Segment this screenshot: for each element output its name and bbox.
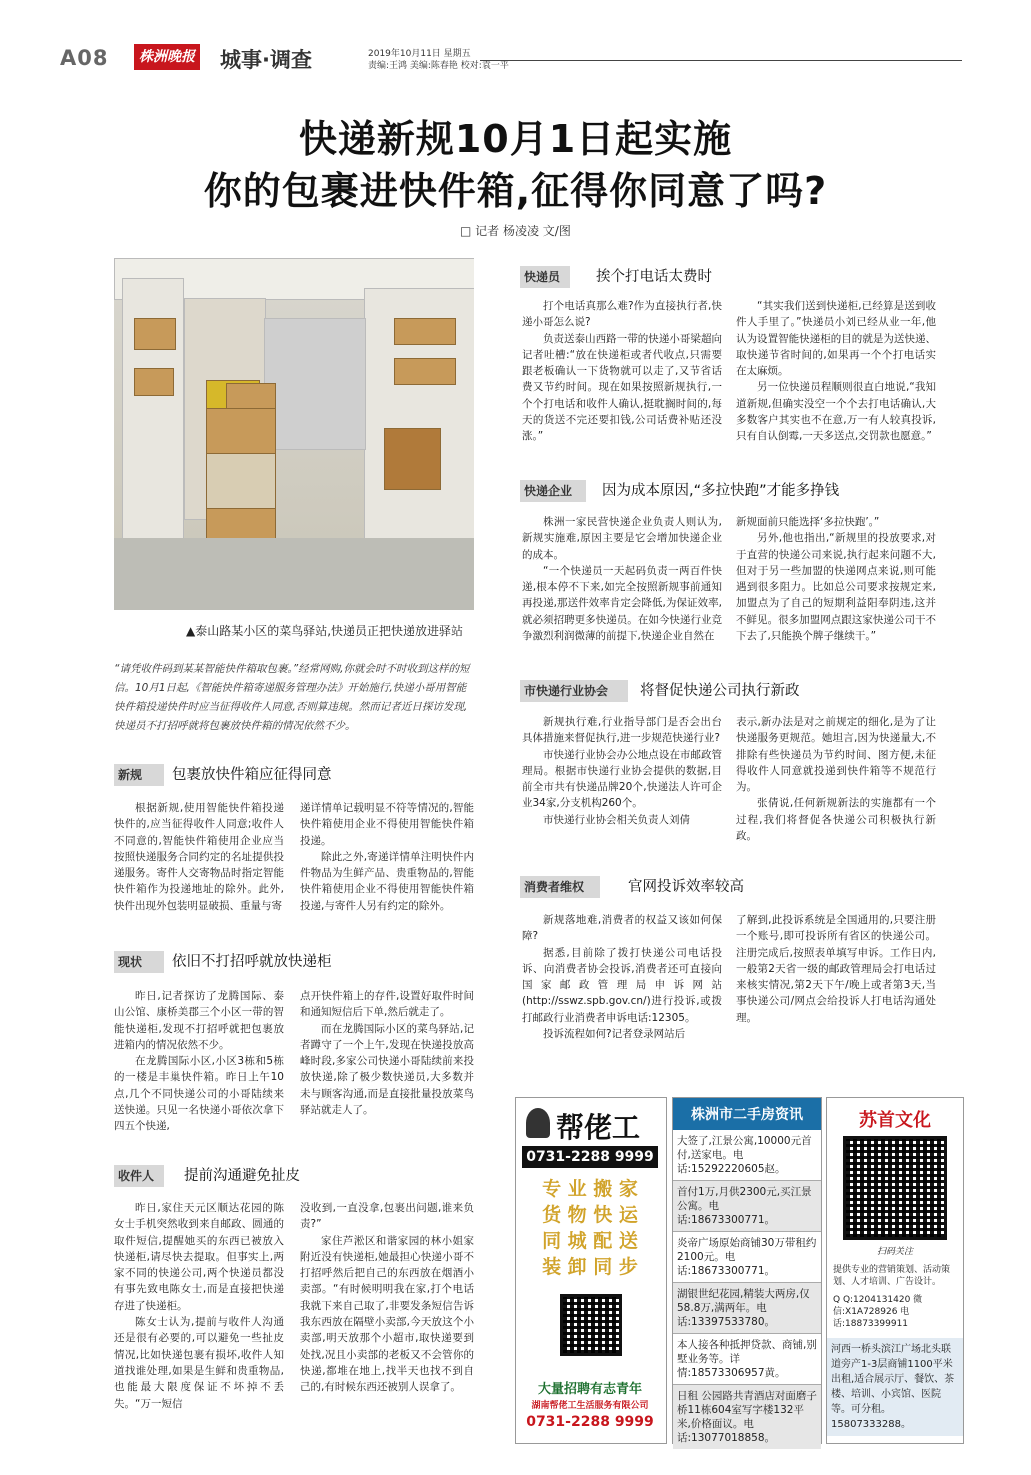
listing-item: 湖银世纪花园,精装大两房,仅58.8万,满两年。电话:13397533780。 bbox=[673, 1283, 821, 1334]
headline-line-1: 快递新规10月1日起实施 bbox=[298, 117, 733, 161]
section-column-left bbox=[114, 800, 284, 914]
ad-slogan bbox=[522, 1176, 658, 1280]
listing-item: 大签了,江景公寓,10000元首付,送家电。电话:15292220605赵。 bbox=[673, 1130, 821, 1181]
paragraph: 递详情单记载明显不符等情况的,智能快件箱使用企业不得使用智能快件箱投递。 bbox=[300, 802, 474, 847]
ad-culture-contact: Q Q:1204131420 微信:X1A728926 电话:18873399911 bbox=[833, 1295, 923, 1329]
paragraph: 株洲一家民营快递企业负责人则认为,新规实施难,原因主要是它会增加快递企业的成本。 bbox=[522, 516, 722, 561]
ad-phone: 0731-2288 9999 bbox=[522, 1146, 658, 1168]
headline-line-2: 你的包裹进快件箱,征得你同意了吗? bbox=[203, 169, 828, 213]
byline: □ 记者 杨凌凌 文/图 bbox=[460, 224, 571, 238]
section-header bbox=[520, 480, 962, 502]
section-column-left bbox=[114, 1200, 284, 1412]
paragraph: 而在龙腾国际小区的菜鸟驿站,记者蹲守了一个上午,发现在快递投放高峰时段,多家公司快递小哥陆续前来投放快递,除了极少数快递员,大多数并未与顾客沟通,而是直接批量投放菜鸟驿站就走人了。 bbox=[300, 1022, 474, 1117]
ad-recruit: 大量招聘有志青年 bbox=[537, 1382, 642, 1397]
header-rule bbox=[480, 60, 962, 61]
slogan-row: 货 物 快 运 bbox=[542, 1204, 638, 1226]
paragraph: 另外,他也指出,“新规里的投放要求,对于直营的快递公司来说,执行起来问题不大,但对于另一些加盟的快递网点来说,则可能遇到很多阻力。比如总公司要求按规定来,加盟点为了自己的短期利益阳奉阴违,这并不鲜见。很多加盟网点跟这家快递公司干不下去了,只能换个牌子继续干。” bbox=[736, 532, 936, 643]
slogan-row: 同 城 配 送 bbox=[542, 1230, 638, 1252]
paragraph: 据悉,目前除了拨打快递公司电话投诉、向消费者协会投诉,消费者还可直接向国家邮政管理局申诉网站(http://sswz.spb.gov.cn/)进行投诉,或拨打邮政行业消费者申诉电话:12305。 bbox=[522, 946, 722, 1024]
ad-company: 湖南帮佬工生活服务有限公司 bbox=[531, 1401, 649, 1411]
section-heading: 包裹放快件箱应征得同意 bbox=[172, 767, 332, 783]
section-tag: 市快递行业协会 bbox=[520, 680, 628, 702]
section-header bbox=[114, 1165, 474, 1187]
paragraph: 点开快件箱上的存件,设置好取件时间和通知短信后下单,然后就走了。 bbox=[300, 990, 474, 1019]
section-heading: 挨个打电话太费时 bbox=[596, 269, 712, 285]
section-column-left bbox=[114, 988, 284, 1135]
paragraph: 昨日,记者探访了龙腾国际、泰山公馆、康桥美郡三个小区一带的智能快递柜,发现不打招呼就把包裹放进箱内的情况依然不少。 bbox=[114, 990, 284, 1051]
paragraph: 负责送泰山西路一带的快递小哥梁超向记者吐槽:“放在快递柜或者代收点,只需要跟老板确认一下货物就可以走了,又节省话费又节约时间。现在如果按照新规执行,一个个打电话和收件人确认,挺耽搁时间的,每天的货送不完还要扣钱,公司话费补贴还没涨。” bbox=[522, 332, 722, 443]
ad-house-listings bbox=[672, 1097, 822, 1444]
section-header bbox=[520, 680, 962, 702]
paragraph: 根据新规,使用智能快件箱投递快件的,应当征得收件人同意;收件人不同意的,智能快件箱使用企业应当按照快递服务合同约定的名址提供投递服务。寄件人交寄物品时指定智能快件箱作为投递地址的除外。此外,快件出现外包装明显破损、重量与寄 bbox=[114, 802, 284, 912]
ad-culture-title: 苏首文化 bbox=[859, 1110, 931, 1131]
slogan-row: 装 卸 同 步 bbox=[542, 1256, 638, 1278]
listing-item: 炎帝广场原始商铺30万带租约2100元。电话:18673300771。 bbox=[673, 1232, 821, 1283]
lead-paragraph: “请凭收件码到某某智能快件箱取包裹。”经常网购,你就会时不时收到这样的短信。10月1日起,《智能快件箱寄递服务管理办法》开始施行,快递小哥用智能快件箱投递快件时应当征得收件人同意,否则算违规。然而记者近日探访发现,快递员不打招呼就将包裹放快件箱的情况依然不少。 bbox=[114, 663, 470, 732]
section-column-right bbox=[300, 988, 474, 1118]
listing-item: 首付1万,月供2300元,买江景公寓。电话:18673300771。 bbox=[673, 1181, 821, 1232]
ad-house-title: 株洲市二手房资讯 bbox=[673, 1098, 821, 1130]
section-tag: 现状 bbox=[114, 951, 164, 973]
section-tag: 消费者维权 bbox=[520, 876, 600, 898]
paragraph: 家住芦淞区和谐家园的林小姐家附近没有快递柜,她最担心快递小哥不打招呼然后把自己的东西放在烟酒小卖部。“有时候明明我在家,打个电话我就下来自己取了,非要发条短信告诉我东西放在隔壁小卖部,今天放这个小卖部,明天放那个小超市,取快递要到处找,况且小卖部的老板又不会管你的快递,都堆在地上,找半天也找不到自己的,有时候东西还被别人误拿了。 bbox=[300, 1234, 474, 1394]
section-heading: 因为成本原因,“多拉快跑”才能多挣钱 bbox=[602, 483, 840, 499]
paragraph: 市快递行业协会相关负责人刘倩 bbox=[543, 813, 690, 826]
ad-scan: 扫码关注 bbox=[876, 1247, 913, 1257]
section-column-right bbox=[300, 1200, 474, 1396]
article-photo bbox=[114, 258, 474, 610]
paragraph: 另一位快递员程顺则很直白地说,“我知道新规,但确实没空一个个去打电话确认,大多数客户其实也不在意,万一有人较真投诉,只有自认倒霉,一天多送点,交罚款也愿意。” bbox=[736, 381, 936, 443]
ad-shop-rent: 河西一桥头滨江广场北头联道旁产1-3层商铺1100平米出租,适合展示厅、餐饮、茶楼、培训、小宾馆、医院等。可分租。15807333288。 bbox=[827, 1338, 963, 1436]
section-tag: 快递员 bbox=[520, 266, 570, 288]
ad-culture bbox=[826, 1097, 964, 1444]
section-column-right bbox=[300, 800, 474, 914]
listing-item: 本人接各种抵押贷款、商铺,别墅业务等。详情:18573306957黄。 bbox=[673, 1334, 821, 1385]
paragraph: 新规面前只能选择‘多拉快跑’。” bbox=[736, 516, 880, 528]
section-header bbox=[114, 764, 474, 786]
paragraph: 投诉流程如何?记者登录网站后 bbox=[543, 1028, 686, 1041]
section-header bbox=[520, 876, 962, 898]
section-column-left bbox=[522, 912, 722, 1042]
paper-logo: 株洲晚报 bbox=[134, 44, 200, 70]
section-heading: 将督促快递公司执行新政 bbox=[640, 683, 800, 699]
section-tag: 新规 bbox=[114, 764, 164, 786]
section-header bbox=[520, 266, 962, 288]
ad-phone-2: 0731-2288 9999 bbox=[526, 1414, 654, 1430]
paragraph: 陈女士认为,提前与收件人沟通还是很有必要的,可以避免一些扯皮情况,比如快递包裹有损坏,收件人知道找谁处理,如果是生鲜和贵重物品,也能最大限度保证不坏掉不丢失。“万一短信 bbox=[114, 1316, 284, 1410]
paragraph: “其实我们送到快递柜,已经算是送到收件人手里了。”快递员小刘已经从业一年,他认为设置智能快递柜的目的就是为送快递、取快递节省时间的,如果再一个个打电话实在太麻烦。 bbox=[736, 300, 936, 378]
paragraph: 昨日,家住天元区顺达花园的陈女士手机突然收到来自邮政、圆通的取件短信,提醒她买的东西已被放入快递柜,请尽快去提取。但事实上,两家不同的快递公司,两个快递员都没有事先致电陈女士,而是直接把快递存进了快递柜。 bbox=[114, 1202, 284, 1312]
ad-culture-desc: 提供专业的营销策划、活动策划、人才培训、广告设计。 bbox=[833, 1265, 951, 1287]
paragraph: 了解到,此投诉系统是全国通用的,只要注册一个账号,即可投诉所有省区的快递公司。注册完成后,按照表单填写申诉。工作日内,一般第2天省一级的邮政管理局会打电话过来核实情况,第2天下午/晚上或者第3天,当事快递公司/网点会给投诉人打电话沟通处理。 bbox=[736, 914, 936, 1024]
paragraph: “一个快递员一天起码负责一两百件快递,根本停不下来,如完全按照新规事前通知再投递,那送件效率肯定会降低,为保证效率,就必须招聘更多快递员。在如今快递行业竞争激烈利润微薄的前提下,快递企业自然在 bbox=[522, 564, 722, 643]
ad-brand: 帮佬工 bbox=[556, 1111, 641, 1144]
ad-moving-service bbox=[515, 1097, 667, 1444]
section-column-right bbox=[736, 714, 936, 844]
qr-code bbox=[560, 1294, 622, 1356]
listing-item: 日租 公园路共青酒店对面磨子桥11栋604室写字楼132平米,价格面议。电话:13077018858。 bbox=[673, 1385, 821, 1449]
paragraph: 张倩说,任何新规新法的实施都有一个过程,我们将督促各快递公司积极执行新政。 bbox=[736, 797, 936, 843]
qr-code bbox=[843, 1136, 947, 1240]
page-number: A08 bbox=[60, 46, 109, 70]
paragraph: 在龙腾国际小区,小区3栋和5栋的一楼是丰巢快件箱。昨日上午10点,几个不同快递公司的小哥陆续来送快递。只见一名快递小哥依次拿下四五个快递, bbox=[114, 1055, 284, 1133]
section-column-right bbox=[736, 912, 936, 1026]
header-editors: 责编:王鸿 美编:陈春艳 校对:袁一平 bbox=[368, 61, 509, 71]
section-tag: 收件人 bbox=[114, 1165, 164, 1187]
paragraph: 表示,新办法是对之前规定的细化,是为了让快递服务更规范。她坦言,因为快递量大,不排除有些快递员为节约时间、图方便,未征得收件人同意就投递到快件箱等不规范行为。 bbox=[736, 716, 936, 794]
section-column-left bbox=[522, 714, 722, 828]
slogan-row: 专 业 搬 家 bbox=[542, 1178, 638, 1200]
worker-icon bbox=[526, 1108, 550, 1138]
section-heading: 官网投诉效率较高 bbox=[628, 879, 744, 895]
header-date: 2019年10月11日 星期五 bbox=[368, 49, 471, 59]
paragraph: 新规落地难,消费者的权益又该如何保障? bbox=[522, 914, 722, 943]
section-heading: 提前沟通避免扯皮 bbox=[184, 1168, 300, 1184]
section-column-right bbox=[736, 514, 936, 644]
paragraph: 新规执行难,行业指导部门是否会出台具体措施来督促执行,进一步规范快递行业? bbox=[522, 716, 722, 745]
section-column-left bbox=[522, 298, 722, 445]
photo-caption: ▲泰山路某小区的菜鸟驿站,快递员正把快递放进驿站 bbox=[186, 624, 464, 638]
section-name: 城事·调查 bbox=[220, 48, 312, 72]
section-header bbox=[114, 951, 474, 973]
paragraph: 除此之外,寄递详情单注明快件内件物品为生鲜产品、贵重物品的,智能快件箱使用企业不得使用智能快件箱投递,与寄件人另有约定的除外。 bbox=[300, 850, 474, 912]
paragraph: 市快递行业协会办公地点设在市邮政管理局。根据市快递行业协会提供的数据,目前全市共有快递品牌20个,快递法人许可企业34家,分支机构260个。 bbox=[522, 748, 722, 810]
section-column-left bbox=[522, 514, 722, 644]
paragraph: 没收到,一直没拿,包裹出问题,谁来负责?” bbox=[300, 1202, 474, 1231]
section-column-right bbox=[736, 298, 936, 445]
section-tag: 快递企业 bbox=[520, 480, 586, 502]
paragraph: 打个电话真那么难?作为直接执行者,快递小哥怎么说? bbox=[522, 300, 722, 329]
section-heading: 依旧不打招呼就放快递柜 bbox=[172, 954, 332, 970]
